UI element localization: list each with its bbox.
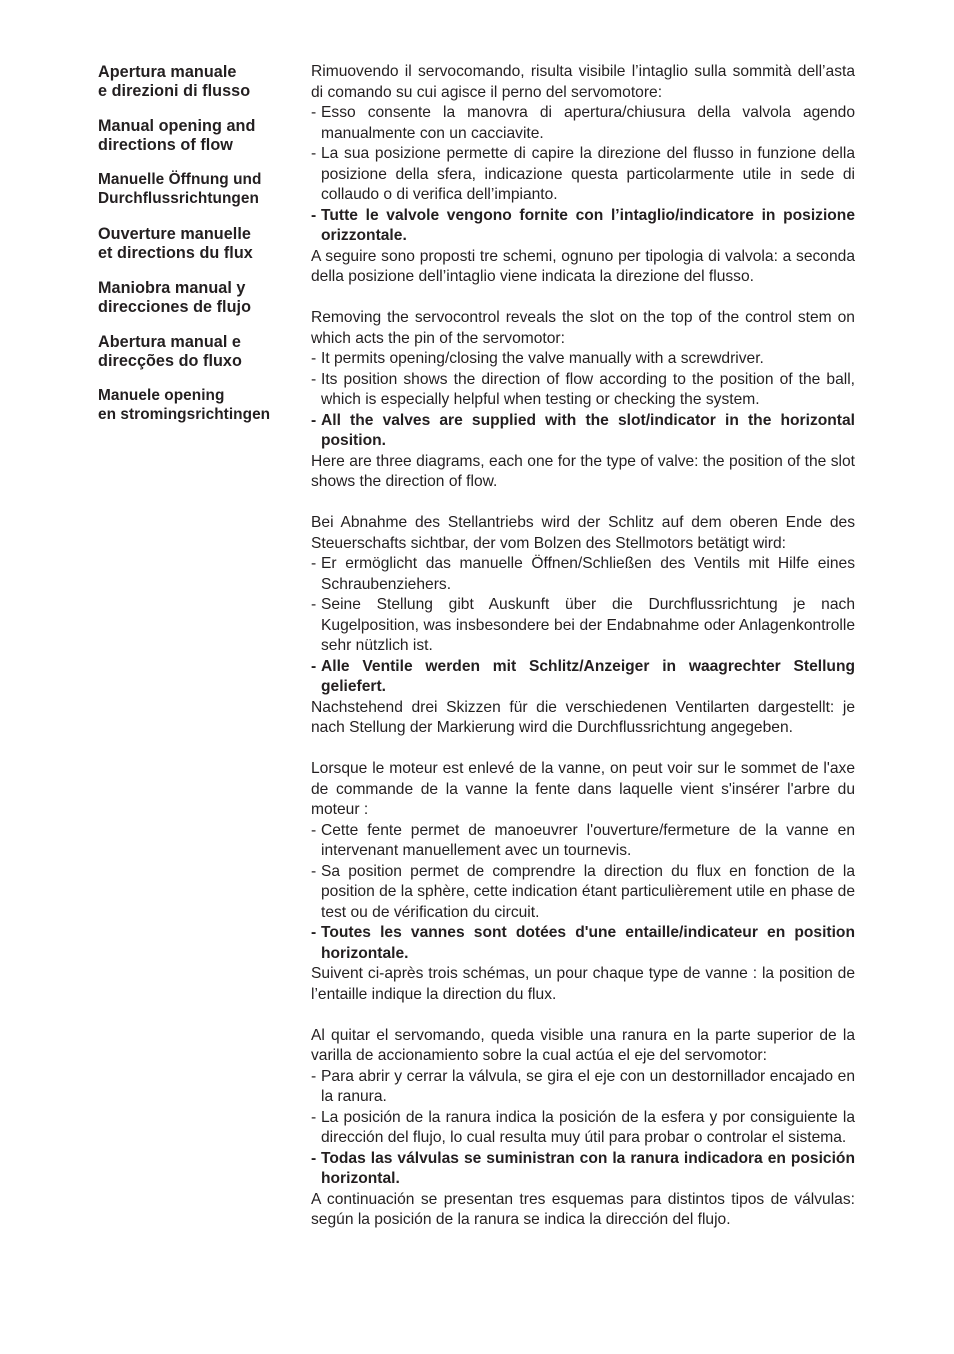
- dash: -: [311, 104, 317, 121]
- dash: -: [311, 821, 317, 839]
- list-item-bold: - All the valves are supplied with the slot/indicator in the horizontal position.: [311, 411, 855, 452]
- sidebar-headings: [98, 63, 308, 441]
- list-item: - It permits opening/closing the valve manually with a screwdriver.: [311, 349, 855, 370]
- dash: -: [311, 1067, 317, 1085]
- list-item: - Er ermöglicht das manuelle Öffnen/Schließen des Ventils mit Hilfe eines Schraubenziehers.: [311, 554, 855, 595]
- section-note: Here are three diagrams, each one for the type of valve: the position of the slot shows the direction of flow.: [311, 452, 855, 490]
- heading-en: Manual opening and directions of flow: [98, 117, 256, 154]
- heading-es: Maniobra manual y direcciones de flujo: [98, 279, 252, 316]
- dash: -: [311, 862, 317, 880]
- section-note: Nachstehend drei Skizzen für die verschiedenen Ventilarten dargestellt: je nach Stellung der Markierung wird die Durchflussrichtung angegeben.: [311, 698, 855, 736]
- list-item-bold: - Tutte le valvole vengono fornite con l’intaglio/indicatore in posizione orizzontale.: [311, 206, 855, 247]
- list-item: - Its position shows the direction of flow according to the position of the ball, which is especially helpful when testing or checking the system.: [311, 370, 855, 411]
- list-item-bold: - Alle Ventile werden mit Schlitz/Anzeiger in waagrechter Stellung geliefert.: [311, 657, 855, 698]
- list-item: - Para abrir y cerrar la válvula, se gira el eje con un destornillador encajado en la ranura.: [311, 1067, 855, 1108]
- section-intro: Rimuovendo il servocomando, risulta visibile l’intaglio sulla sommità dell’asta di comando su cui agisce il perno del servomotore:: [311, 63, 855, 101]
- section-note: A continuación se presentan tres esquemas para distintos tipos de válvulas: según la posición de la ranura se indica la dirección del flujo.: [311, 1190, 855, 1228]
- section-it: [311, 62, 855, 288]
- list-item: - La sua posizione permette di capire la direzione del flusso in funzione della posizione della sfera, indicazione questa particolarmente utile in sede di collaudo o di verifica dell’impianto.: [311, 144, 855, 206]
- list-item-bold: - Todas las válvulas se suministran con la ranura indicadora en posición horizontal.: [311, 1149, 855, 1190]
- dash: -: [311, 145, 317, 162]
- section-fr: [311, 759, 855, 1005]
- dash: -: [311, 596, 317, 613]
- list-item: - La posición de la ranura indica la posición de la esfera y por consiguiente la dirección del flujo, lo cual resulta muy útil para probar o controlar el sistema.: [311, 1108, 855, 1149]
- dash: -: [311, 657, 317, 675]
- heading-nl: Manuele opening en stromingsrichtingen: [98, 387, 271, 423]
- list-item: - Esso consente la manovra di apertura/chiusura della valvola agendo manualmente con un cacciavite.: [311, 103, 855, 144]
- dash: -: [311, 555, 317, 572]
- list-item-bold: - Toutes les vannes sont dotées d'une entaille/indicateur en position horizontale.: [311, 923, 855, 964]
- section-intro: Lorsque le moteur est enlevé de la vanne, on peut voir sur le sommet de l'axe de commande de la vanne la fente dans laquelle vient s'insérer l'arbre du moteur :: [311, 760, 855, 818]
- heading-it: Apertura manuale e direzioni di flusso: [98, 63, 251, 100]
- main-text: [311, 62, 855, 1251]
- section-note: A seguire sono proposti tre schemi, ognuno per tipologia di valvola: a seconda della posizione dell’intaglio viene indicata la direzione del flusso.: [311, 247, 855, 285]
- section-es: [311, 1026, 855, 1231]
- dash: -: [311, 350, 317, 367]
- list-item: - Sa position permet de comprendre la direction du flux en fonction de la position de la sphère, cette indication étant particulièrement utile en phase de test ou de vérification du circuit.: [311, 862, 855, 924]
- list-item: - Seine Stellung gibt Auskunft über die Durchflussrichtung je nach Kugelposition, was insbesondere bei der Endabnahme oder Anlagenkontrolle sehr nützlich ist.: [311, 595, 855, 657]
- section-en: [311, 308, 855, 493]
- dash: -: [311, 370, 317, 388]
- section-intro: Bei Abnahme des Stellantriebs wird der Schlitz auf dem oberen Ende des Steuerschafts sichtbar, der vom Bolzen des Stellmotors betätigt wird:: [311, 514, 855, 552]
- dash: -: [311, 1149, 317, 1167]
- heading-de: Manuelle Öffnung und Durchflussrichtungen: [98, 171, 262, 207]
- heading-pt: Abertura manual e direcções do fluxo: [98, 333, 242, 370]
- section-de: [311, 513, 855, 739]
- dash: -: [311, 924, 317, 941]
- dash: -: [311, 411, 317, 429]
- dash: -: [311, 206, 317, 224]
- dash: -: [311, 1108, 317, 1126]
- section-intro: Removing the servocontrol reveals the slot on the top of the control stem on which acts the pin of the servomotor:: [311, 309, 855, 347]
- heading-fr: Ouverture manuelle et directions du flux: [98, 225, 253, 262]
- section-note: Suivent ci-après trois schémas, un pour chaque type de vanne : la position de l’entaille indique la direction du flux.: [311, 965, 855, 1003]
- section-intro: Al quitar el servomando, queda visible una ranura en la parte superior de la varilla de accionamiento sobre la cual actúa el eje del servomotor:: [311, 1026, 855, 1064]
- list-item: - Cette fente permet de manoeuvrer l'ouverture/fermeture de la vanne en intervenant manuellement avec un tournevis.: [311, 821, 855, 862]
